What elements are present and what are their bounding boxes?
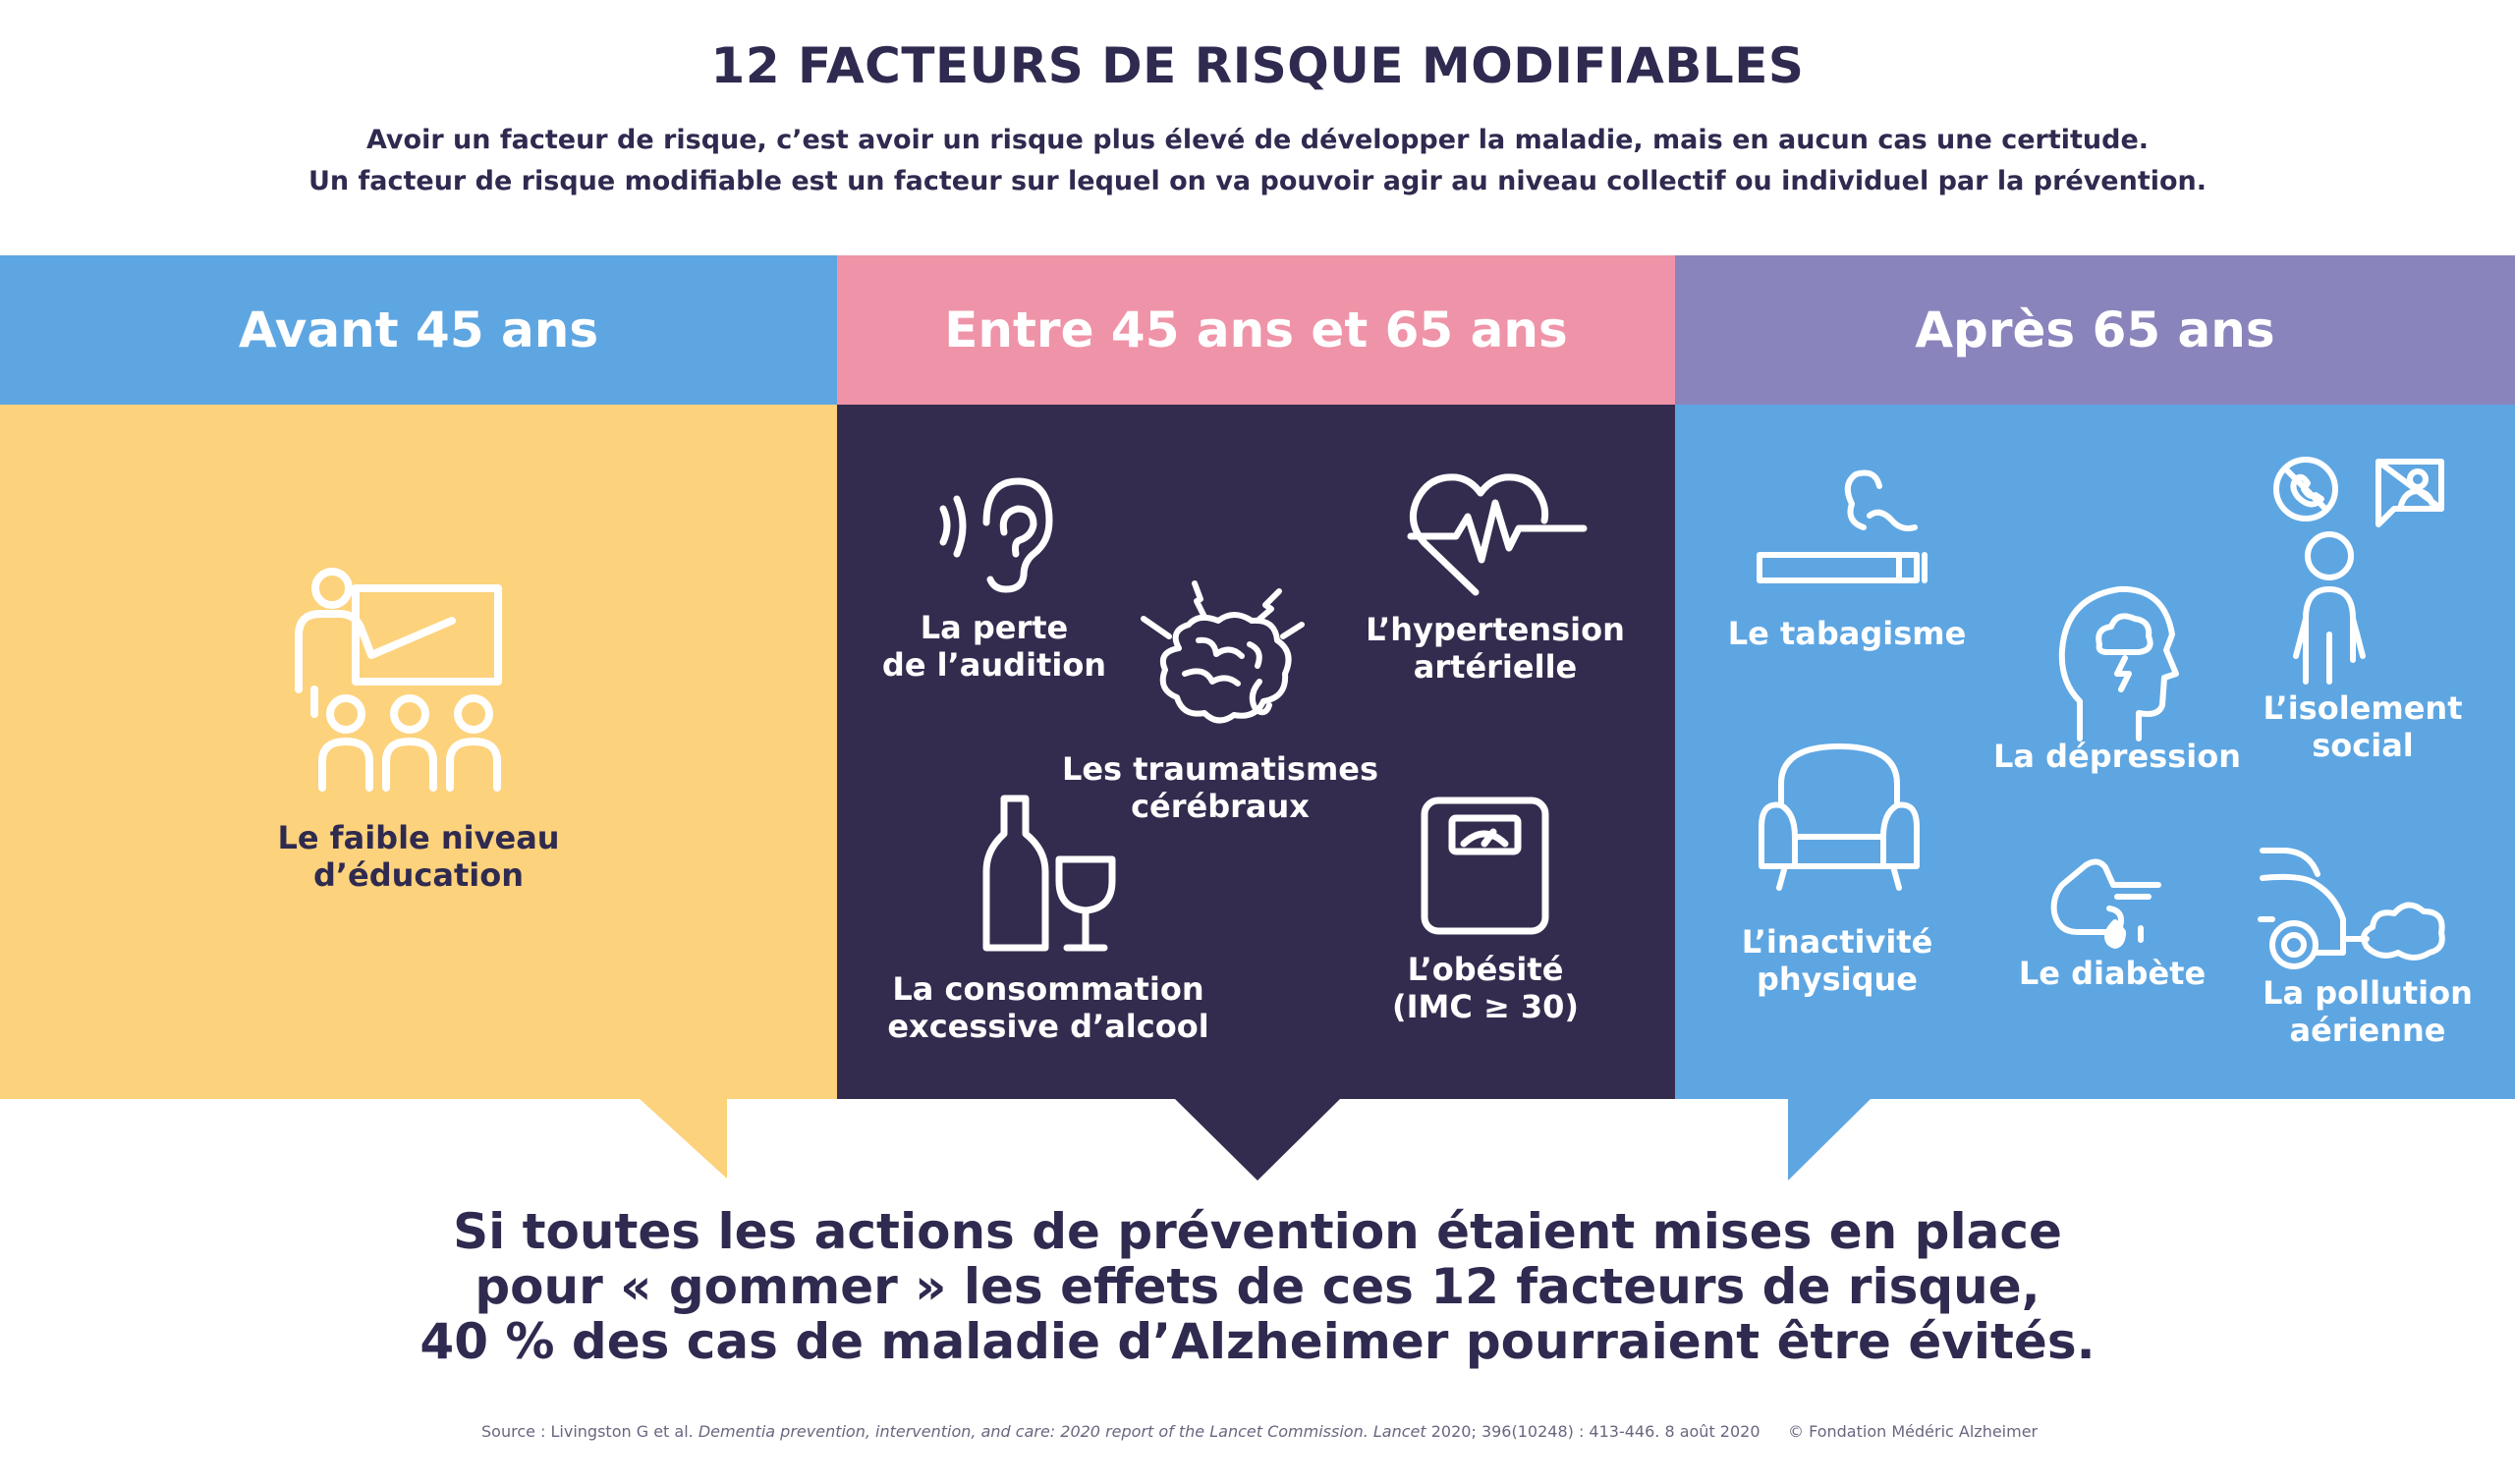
factor-smoking: Le tabagisme — [1727, 615, 1967, 652]
panel-after-65 — [1675, 405, 2515, 1099]
band-before-45: Avant 45 ans — [0, 255, 837, 405]
conclusion-line-2: pour « gommer » les effets de ces 12 facteurs de risque, — [475, 1258, 2040, 1315]
heartbeat-icon — [1407, 469, 1589, 602]
page-subtitle — [0, 120, 2515, 202]
factor-brain-trauma: Les traumatismes cérébraux — [1061, 750, 1379, 825]
depression-head-icon — [2056, 581, 2179, 743]
subtitle-line-2: Un facteur de risque modifiable est un facteur sur lequel on va pouvoir agir au niveau collectif ou individuel par la prévention. — [307, 166, 2208, 196]
scale-icon — [1419, 795, 1551, 937]
factor-hypertension: L’hypertension artérielle — [1366, 611, 1625, 686]
panel-before-45 — [0, 405, 837, 1099]
factor-physical-inactivity: L’inactivité physique — [1741, 923, 1933, 998]
armchair-icon — [1756, 739, 1923, 896]
tail-blue — [1788, 1098, 1872, 1181]
brain-trauma-icon — [1140, 579, 1312, 737]
factor-social-isolation: L’isolement social — [2263, 689, 2463, 764]
tail-dark — [1174, 1098, 1341, 1181]
band-45-to-65: Entre 45 ans et 65 ans — [837, 255, 1675, 405]
conclusion-line-3: 40 % des cas de maladie d’Alzheimer pourraient être évités. — [419, 1313, 2096, 1370]
source-citation: Source : Livingston G et al. Dementia prevention, intervention, and care: 2020 report of the Lancet Commission. Lancet 2020; 396(10248) : 413-446. 8 août 2020 — [481, 1422, 1760, 1441]
factor-hearing-loss: La perte de l’audition — [881, 609, 1107, 684]
copyright: © Fondation Médéric Alzheimer — [1788, 1422, 2039, 1441]
isolated-person-icon — [2272, 454, 2449, 707]
panel-45-to-65 — [837, 405, 1675, 1099]
factor-obesity: L’obésité (IMC ≥ 30) — [1391, 951, 1580, 1025]
tail-yellow — [639, 1098, 727, 1179]
conclusion-text — [0, 1204, 2515, 1369]
factor-air-pollution: La pollution aérienne — [2263, 974, 2473, 1049]
subtitle-line-1: Avoir un facteur de risque, c’est avoir un risque plus élevé de développer la maladie, mais en aucun cas une certitude. — [365, 125, 2150, 155]
page-title: 12 FACTEURS DE RISQUE MODIFIABLES — [710, 37, 1805, 94]
factor-diabetes: Le diabète — [2018, 955, 2207, 992]
cigarette-icon — [1754, 468, 1930, 591]
conclusion-line-1: Si toutes les actions de prévention étaient mises en place — [453, 1203, 2062, 1260]
teacher-class-icon — [295, 567, 506, 802]
band-after-65: Après 65 ans — [1675, 255, 2515, 405]
car-exhaust-icon — [2257, 845, 2448, 972]
factor-depression: La dépression — [1993, 738, 2241, 775]
factor-alcohol: La consommation excessive d’alcool — [887, 970, 1209, 1045]
finger-blood-drop-icon — [2048, 852, 2164, 952]
alcohol-icon — [980, 793, 1118, 955]
ear-icon — [935, 471, 1058, 594]
factor-education: Le faible niveau d’éducation — [277, 819, 560, 894]
